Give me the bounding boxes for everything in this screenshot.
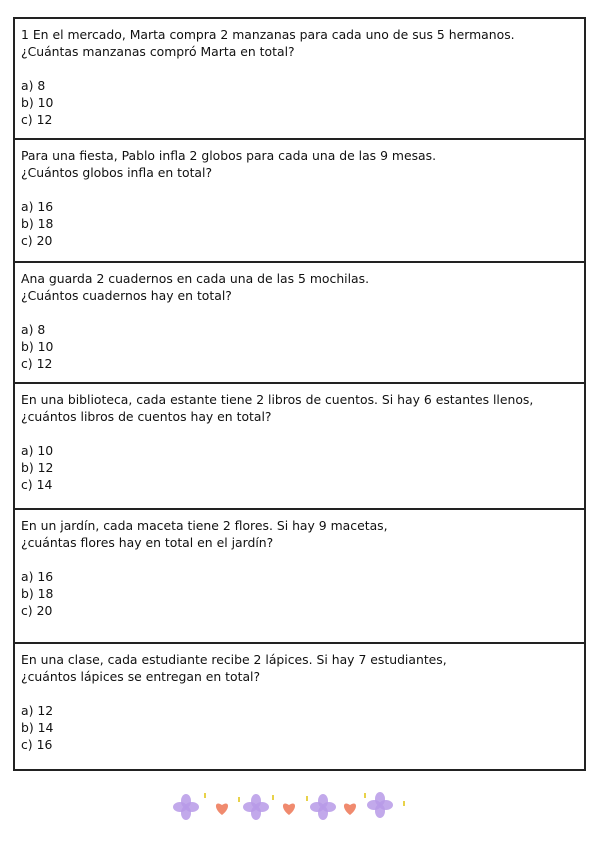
option-a: a) 16 — [21, 199, 54, 214]
option-b: b) 10 — [21, 95, 54, 110]
question-text: 1 En el mercado, Marta compra 2 manzanas para cada uno de sus 5 hermanos. ¿Cuántas manzanas compró Marta en total? — [21, 27, 515, 59]
flower-icon — [367, 792, 393, 818]
option-c: c) 14 — [21, 477, 53, 492]
question-box-1 — [13, 17, 586, 140]
question-text: Ana guarda 2 cuadernos en cada una de las 5 mochilas. ¿Cuántos cuadernos hay en total? — [21, 271, 370, 303]
option-b: b) 18 — [21, 216, 54, 231]
option-b: b) 12 — [21, 460, 54, 475]
decorative-border — [168, 787, 413, 827]
options-list — [21, 77, 578, 128]
options-list — [21, 442, 578, 493]
option-a: a) 8 — [21, 78, 46, 93]
question-box-4 — [13, 384, 586, 510]
options-list — [21, 198, 578, 249]
flower-icon — [310, 794, 336, 820]
option-c: c) 20 — [21, 603, 53, 618]
option-c: c) 20 — [21, 233, 53, 248]
option-c: c) 12 — [21, 356, 53, 371]
option-c: c) 16 — [21, 737, 53, 752]
question-text: En una biblioteca, cada estante tiene 2 libros de cuentos. Si hay 6 estantes llenos, ¿cuántos libros de cuentos hay en total? — [21, 392, 534, 424]
heart-icon — [344, 803, 356, 815]
question-box-3 — [13, 263, 586, 384]
options-list — [21, 702, 578, 753]
heart-icon — [216, 803, 228, 815]
option-b: b) 18 — [21, 586, 54, 601]
option-a: a) 12 — [21, 703, 54, 718]
question-box-2 — [13, 140, 586, 263]
option-a: a) 16 — [21, 569, 54, 584]
option-b: b) 14 — [21, 720, 54, 735]
flower-icon — [173, 794, 199, 820]
options-list — [21, 568, 578, 619]
question-text: En un jardín, cada maceta tiene 2 flores. Si hay 9 macetas, ¿cuántas flores hay en total en el jardín? — [21, 518, 388, 550]
option-a: a) 8 — [21, 322, 46, 337]
question-text: Para una fiesta, Pablo infla 2 globos para cada una de las 9 mesas. ¿Cuántos globos infla en total? — [21, 148, 437, 180]
question-box-5 — [13, 510, 586, 644]
option-c: c) 12 — [21, 112, 53, 127]
question-text: En una clase, cada estudiante recibe 2 lápices. Si hay 7 estudiantes, ¿cuántos lápices se entregan en total? — [21, 652, 447, 684]
flower-icon — [243, 794, 269, 820]
option-a: a) 10 — [21, 443, 54, 458]
heart-icon — [283, 803, 295, 815]
worksheet — [13, 17, 586, 771]
option-b: b) 10 — [21, 339, 54, 354]
options-list — [21, 321, 578, 372]
question-box-6 — [13, 644, 586, 771]
